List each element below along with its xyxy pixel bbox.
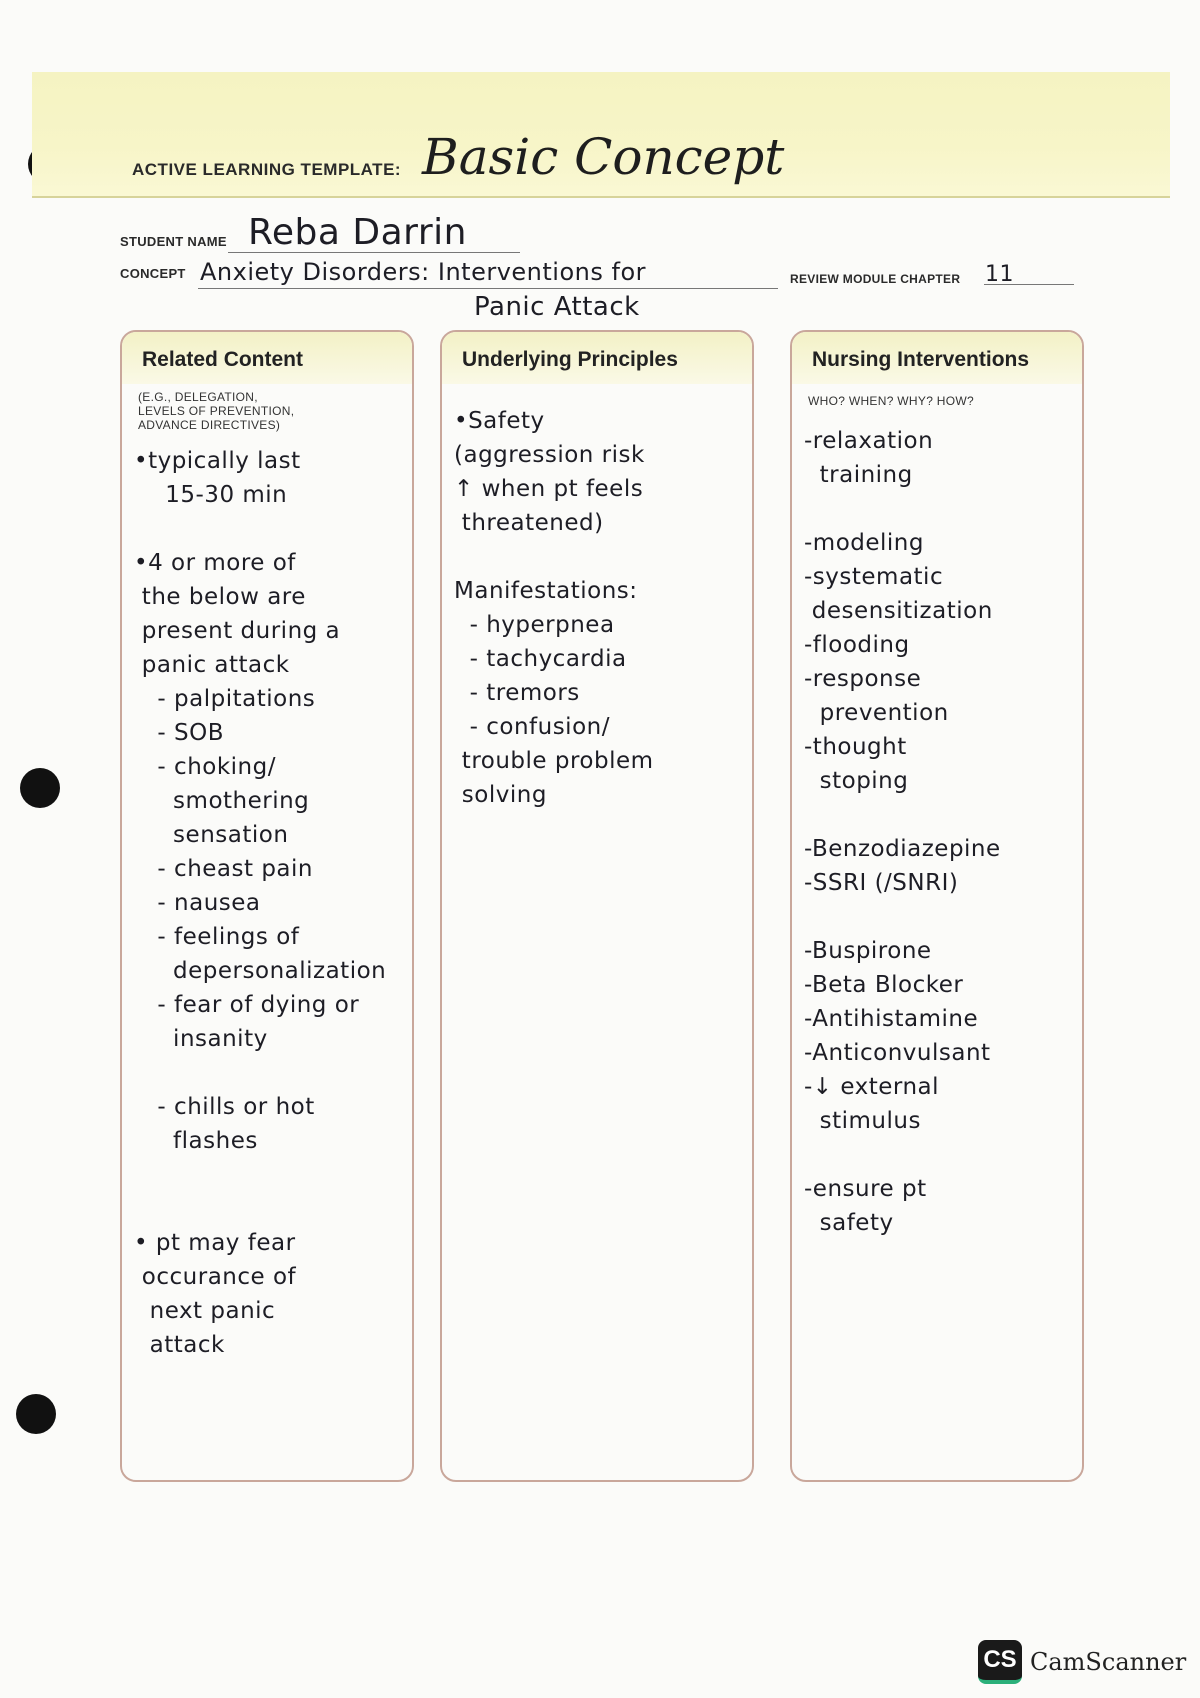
note-line [134, 1158, 404, 1192]
note-line: insanity [134, 1026, 268, 1052]
note-line: -↓ external [804, 1074, 940, 1100]
note-line: attack [134, 1332, 225, 1358]
template-title: Basic Concept [422, 128, 785, 186]
binder-hole-middle [20, 768, 60, 808]
note-line: the below are [134, 584, 306, 610]
underlying-principles-notes [454, 404, 744, 812]
note-line: - palpitations [134, 686, 316, 712]
note-line: -thought [804, 734, 907, 760]
note-line [134, 1056, 404, 1090]
note-line: flashes [134, 1128, 258, 1154]
note-line: -Benzodiazepine [804, 836, 1001, 862]
note-line [804, 1138, 1074, 1172]
note-line: •typically last [134, 448, 301, 474]
student-name-label: STUDENT NAME [120, 234, 227, 249]
related-content-notes [134, 444, 404, 1362]
concept-label: CONCEPT [120, 266, 186, 281]
note-line: safety [804, 1210, 894, 1236]
nursing-interventions-column [790, 330, 1084, 1482]
note-line: sensation [134, 822, 289, 848]
note-line: present during a [134, 618, 341, 644]
note-line: panic attack [134, 652, 290, 678]
note-line: -flooding [804, 632, 910, 658]
underlying-principles-header [442, 332, 752, 384]
note-line: stimulus [804, 1108, 921, 1134]
note-line: - tachycardia [454, 646, 627, 672]
note-line: prevention [804, 700, 949, 726]
note-line [804, 492, 1074, 526]
chapter-label: REVIEW MODULE CHAPTER [790, 272, 961, 286]
chapter-value: 11 [985, 262, 1014, 287]
note-line: - tremors [454, 680, 580, 706]
note-line: •Safety [454, 408, 545, 434]
nursing-interventions-title: Nursing Interventions [812, 348, 1030, 371]
student-name-line [228, 252, 520, 253]
note-line: -modeling [804, 530, 924, 556]
related-subtitle-line-3: ADVANCE DIRECTIVES) [138, 418, 281, 432]
note-line: - chills or hot [134, 1094, 315, 1120]
template-label: ACTIVE LEARNING TEMPLATE: [132, 160, 402, 179]
camscanner-logo-icon: CS [978, 1640, 1022, 1684]
note-line [134, 1192, 404, 1226]
note-line: - cheast pain [134, 856, 313, 882]
nursing-interventions-header [792, 332, 1082, 384]
nursing-interventions-subtitle: WHO? WHEN? WHY? HOW? [808, 394, 975, 408]
note-line: occurance of [134, 1264, 297, 1290]
related-content-header [122, 332, 412, 384]
note-line: -systematic [804, 564, 944, 590]
related-content-column [120, 330, 414, 1482]
note-line: 15-30 min [134, 482, 288, 508]
note-line: -relaxation [804, 428, 934, 454]
related-content-title: Related Content [142, 348, 304, 371]
related-content-subtitle [138, 390, 294, 432]
note-line: depersonalization [134, 958, 387, 984]
note-line: threatened) [454, 510, 604, 536]
note-line: - SOB [134, 720, 225, 746]
related-subtitle-line-1: (E.G., DELEGATION, [138, 390, 258, 404]
note-line [454, 540, 744, 574]
note-line: Manifestations: [454, 578, 638, 604]
note-line: - choking/ [134, 754, 276, 780]
note-line: - nausea [134, 890, 261, 916]
camscanner-watermark [978, 1640, 1186, 1684]
nursing-interventions-notes [804, 424, 1074, 1240]
note-line: -Anticonvulsant [804, 1040, 991, 1066]
note-line: ↑ when pt feels [454, 476, 644, 502]
note-line: - feelings of [134, 924, 300, 950]
concept-line [198, 288, 778, 289]
note-line: (aggression risk [454, 442, 645, 468]
note-line: training [804, 462, 913, 488]
underlying-principles-column [440, 330, 754, 1482]
note-line [134, 512, 404, 546]
note-line: - hyperpnea [454, 612, 615, 638]
note-line: -Buspirone [804, 938, 932, 964]
note-line: smothering [134, 788, 310, 814]
note-line: -Antihistamine [804, 1006, 979, 1032]
underlying-principles-title: Underlying Principles [462, 348, 678, 371]
note-line [804, 900, 1074, 934]
note-line: stoping [804, 768, 909, 794]
binder-hole-bottom [16, 1394, 56, 1434]
student-name-value: Reba Darrin [248, 212, 467, 253]
note-line: -SSRI (/SNRI) [804, 870, 959, 896]
chapter-line [984, 284, 1074, 285]
related-subtitle-line-2: LEVELS OF PREVENTION, [138, 404, 295, 418]
note-line: -response [804, 666, 922, 692]
note-line: - fear of dying or [134, 992, 360, 1018]
note-line: solving [454, 782, 547, 808]
note-line: - confusion/ [454, 714, 610, 740]
note-line [804, 798, 1074, 832]
note-line: -Beta Blocker [804, 972, 964, 998]
note-line: • pt may fear [134, 1230, 296, 1256]
note-line: desensitization [804, 598, 993, 624]
concept-value-continued: Panic Attack [474, 292, 640, 322]
concept-value: Anxiety Disorders: Interventions for [200, 258, 646, 286]
camscanner-brand: CamScanner [1030, 1648, 1187, 1676]
note-line: next panic [134, 1298, 276, 1324]
note-line: trouble problem [454, 748, 654, 774]
note-line: •4 or more of [134, 550, 296, 576]
note-line: -ensure pt [804, 1176, 927, 1202]
